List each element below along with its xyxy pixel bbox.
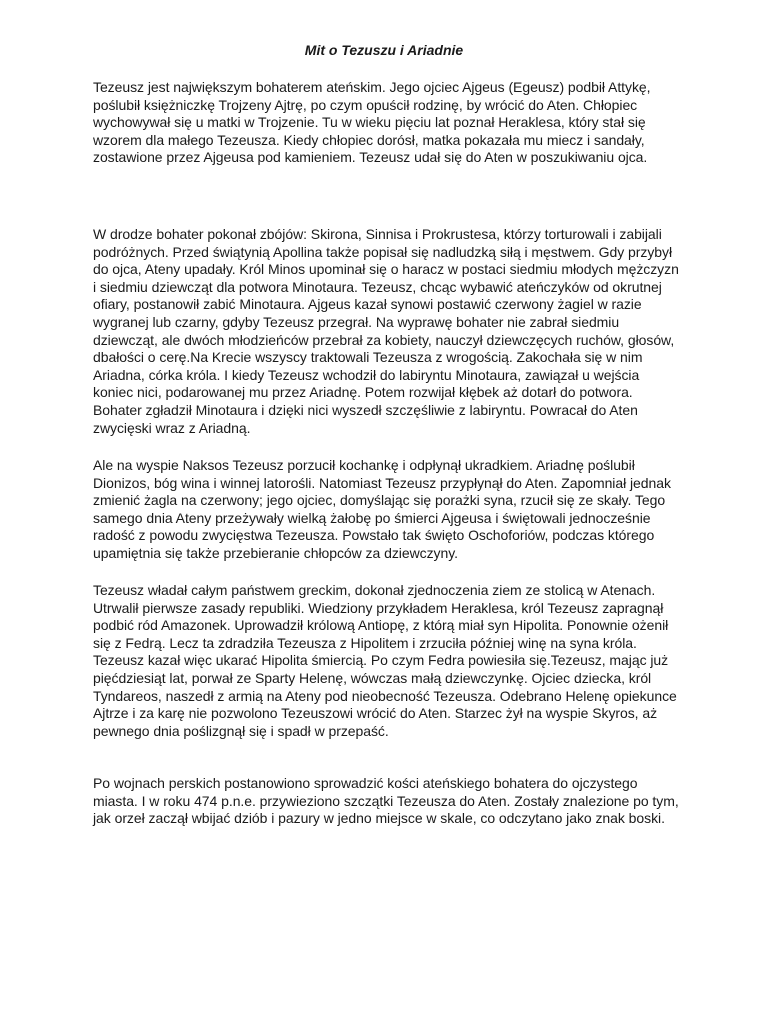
paragraph-4: Tezeusz władał całym państwem greckim, dokonał zjednoczenia ziem ze stolicą w Atenach. Utrwalił pierwsze zasady republiki. Wiedziony przykładem Heraklesa, król Tezeusz zapragnął podbić ród Amazonek. Uprowadził królową Antiopę, z którą miał syn Hipolita. Ponownie ożenił się z Fedrą. Lecz ta zdradziła Tezeusza z Hipolitem i zrzuciła później winę na syna króla. Tezeusz kazał więc ukarać Hipolita śmiercią. Po czym Fedra powiesiła się.Tezeusz, mając już pięćdziesiąt lat, porwał ze Sparty Helenę, wówczas małą dziewczynkę. Ojciec dziecka, król Tyndareos, naszedł z armią na Ateny pod nieobecność Tezeusza. Odebrano Helenę opiekunce Ajtrze i za karę nie pozwolono Tezeuszowi wrócić do Aten. Starzec żył na wyspie Skyros, aż pewnego dnia poślizgnął się i spadł w przepaść. bbox=[93, 582, 677, 739]
paragraph-3: Ale na wyspie Naksos Tezeusz porzucił kochankę i odpłynął ukradkiem. Ariadnę poślubił Dionizos, bóg wina i winnej latorośli. Natomiast Tezeusz przypłynął do Aten. Zapomniał jednak zmienić żagla na czerwony; jego ojciec, domyślając się porażki syna, rzucił się ze skały. Tego samego dnia Ateny przeżywały wielką żałobę po śmierci Ajgeusa i świętowali jednocześnie radość z powodu zwycięstwa Tezeusza. Powstało tak święto Oschoforiów, podczas którego upamiętnia się także przebieranie chłopców za dziewczyny. bbox=[93, 457, 671, 561]
document-title: Mit o Tezuszu i Ariadnie bbox=[304, 42, 464, 58]
paragraph-1: Tezeusz jest największym bohaterem ateńskim. Jego ojciec Ajgeus (Egeusz) podbił Attykę, poślubił księżniczkę Trojzeny Ajtrę, po czym opuścił rodzinę, by wrócić do Aten. Chłopiec wychowywał się u matki w Trojzenie. Tu w wieku pięciu lat poznał Heraklesa, który stał się wzorem dla małego Tezeusza. Kiedy chłopiec dorósł, matka pokazała mu miecz i sandały, zostawione przez Ajgeusa pod kamieniem. Tezeusz udał się do Aten w poszukiwaniu ojca. bbox=[93, 79, 651, 166]
paragraph-5: Po wojnach perskich postanowiono sprowadzić kości ateńskiego bohatera do ojczystego miasta. I w roku 474 p.n.e. przywieziono szczątki Tezeusza do Aten. Zostały znalezione po tym, jak orzeł zaczął wbijać dziób i pazury w jedno miejsce w skale, co odczytano jako znak boski. bbox=[93, 775, 679, 827]
paragraph-2: W drodze bohater pokonał zbójów: Skirona, Sinnisa i Prokrustesa, którzy torturowali i zabijali podróżnych. Przed świątynią Apollina także popisał się nadludzką siłą i męstwem. Gdy przybył do ojca, Ateny upadały. Król Minos upominał się o haracz w postaci siedmiu młodych mężczyzn i siedmiu dziewcząt dla potwora Minotaura. Tezeusz, chcąc wybawić ateńczyków od okrutnej ofiary, postanowił zabić Minotaura. Ajgeus kazał synowi postawić czerwony żagiel w razie wygranej lub czarny, gdyby Tezeusz przegrał. Na wyprawę bohater nie zabrał siedmiu dziewcząt, ale dwóch młodzieńców przebrał za kobiety, nauczył dziewczęcych ruchów, głosów, dbałości o cerę.Na Krecie wszyscy traktowali Tezeusza z wrogością. Zakochała się w nim Ariadna, córka króla. I kiedy Tezeusz wchodził do labiryntu Minotaura, zawiązał u wejścia koniec nici, podarowanej mu przez Ariadnę. Potem rozwijał kłębek aż dotarł do potwora. Bohater zgładził Minotaura i dzięki nici wyszedł szczęśliwie z labiryntu. Powracał do Aten zwycięski wraz z Ariadną. bbox=[93, 226, 679, 436]
